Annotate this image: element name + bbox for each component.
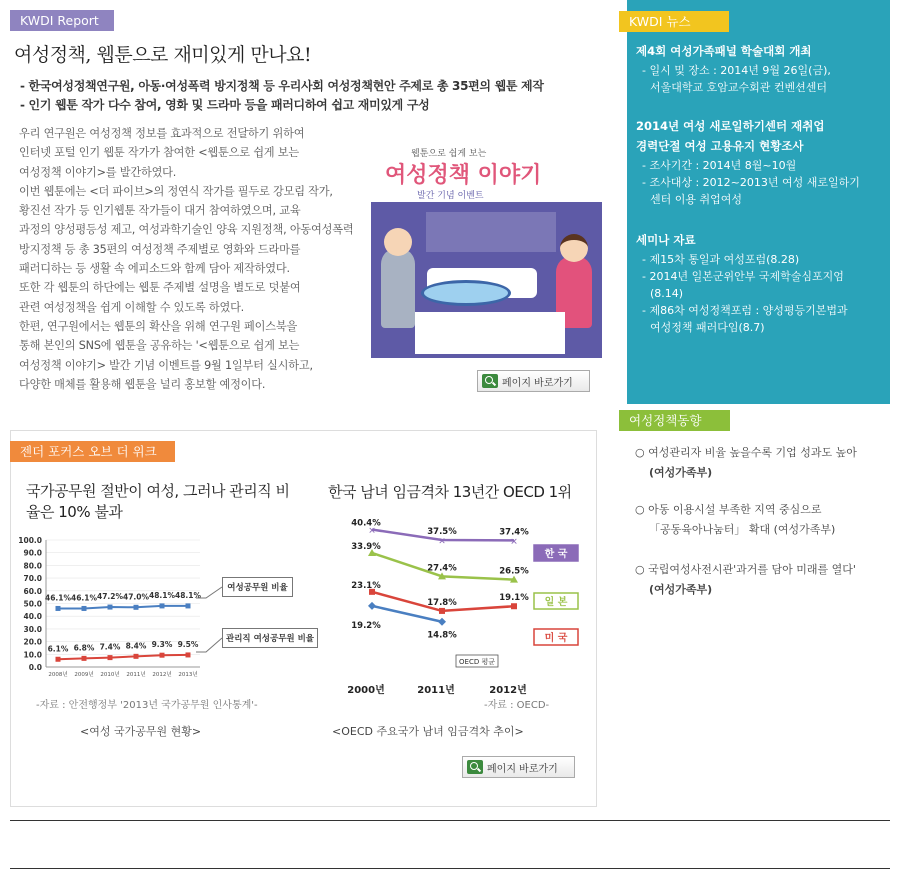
y-tick-label: 0.0 xyxy=(28,663,42,672)
trend-item-2-line2[interactable]: 「공동육아나눔터」 확대 (여성가족부) xyxy=(649,523,836,536)
data-point xyxy=(160,603,165,608)
oecd-tag-label: OECD 평균 xyxy=(459,658,495,666)
book-sub-text: 발간 기념 이벤트 xyxy=(417,191,484,201)
data-marker: ✕ xyxy=(368,526,376,537)
y-tick-label: 20.0 xyxy=(23,637,42,647)
y-tick-label: 80.0 xyxy=(23,561,42,571)
news-item-1-head[interactable]: 제4회 여성가족패널 학술대회 개최 xyxy=(636,44,812,58)
chart1-source: -자료 : 안전행정부 '2013년 국가공무원 인사통계'- xyxy=(36,700,258,711)
data-label: 40.4% xyxy=(351,518,381,529)
book-main-title: 여성정책 이야기 xyxy=(385,162,542,188)
data-label: 17.8% xyxy=(427,597,457,608)
chart1-title: 국가공무원 절반이 여성, 그러나 관리직 비율은 10% 불과 xyxy=(26,482,290,521)
trend-item-1-line1[interactable]: ○ 여성관리자 비율 높을수록 기업 성과도 높아 xyxy=(635,446,857,459)
data-label: 27.4% xyxy=(427,563,457,574)
article-line: 황진선 작가 등 인기웹툰 작가들이 대거 참여하였으며, 교육 xyxy=(19,204,301,218)
data-point xyxy=(134,654,139,659)
bullet-1: - 한국여성정책연구원, 아동·여성폭력 방지정책 등 우리사회 여성정책현안 주제로 총 35편의 웹툰 제작 xyxy=(20,79,544,93)
data-label: 9.5% xyxy=(177,639,199,649)
data-label: 46.1% xyxy=(70,593,98,603)
article-line: 인터넷 포털 인기 웹툰 작가가 참여한 <웹툰으로 쉽게 보는 xyxy=(19,146,299,160)
trend-item-3[interactable] xyxy=(635,560,856,600)
news-item-2-head2[interactable]: 경력단절 여성 고용유지 현황조사 xyxy=(636,139,804,153)
data-label: 47.2% xyxy=(96,592,124,602)
data-label: 7.4% xyxy=(99,642,121,652)
article-line: 관련 여성정책을 쉽게 이해할 수 있도록 하였다. xyxy=(19,300,245,314)
news-item-2[interactable] xyxy=(636,118,886,208)
article-body xyxy=(19,124,359,394)
chart2-svg xyxy=(328,510,598,695)
news-item-3[interactable] xyxy=(636,232,886,336)
news-item-3-head[interactable]: 세미나 자료 xyxy=(636,233,696,247)
data-marker: ✕ xyxy=(438,537,446,547)
page-link-button-1[interactable] xyxy=(477,370,590,392)
data-point xyxy=(160,653,165,658)
chart1-legend-women: 여성공무원 비율 xyxy=(222,577,293,597)
news-item-1[interactable] xyxy=(636,43,886,96)
trend-item-1[interactable] xyxy=(635,443,857,483)
article-line: 우리 연구원은 여성정책 정보를 효과적으로 전달하기 위하여 xyxy=(19,127,305,140)
data-label: 8.4% xyxy=(125,641,147,651)
news-item-3-line[interactable]: 여성정책 패러다임(8.7) xyxy=(650,321,765,334)
data-marker: ✕ xyxy=(510,537,518,548)
series-tag-label-2: 미 국 xyxy=(544,633,568,644)
news-item-3-line[interactable]: - 2014년 일본군위안부 국제학술심포지엄 xyxy=(642,270,844,283)
trend-item-1-line2[interactable]: (여성가족부) xyxy=(649,466,713,479)
data-point xyxy=(82,606,87,611)
series-tag-label-1: 일 본 xyxy=(544,597,568,608)
webtoon-book-cover xyxy=(371,140,602,358)
news-item-3-line[interactable]: - 제15차 통일과 여성포럼(8.28) xyxy=(642,253,800,266)
data-label: 48.1% xyxy=(174,590,202,600)
data-marker xyxy=(511,603,517,609)
chart1-caption: <여성 국가공무원 현황> xyxy=(80,725,202,738)
legend-connector xyxy=(196,638,222,652)
data-point xyxy=(108,605,113,610)
data-label: 23.1% xyxy=(351,580,381,591)
article-line: 통해 본인의 SNS에 웹툰을 공유하는 '<웹툰으로 쉽게 보는 xyxy=(19,339,300,353)
data-label: 6.1% xyxy=(47,644,69,654)
data-label: 9.3% xyxy=(151,640,173,650)
series-tag-label-0: 한 국 xyxy=(544,549,568,560)
book-top-text: 웹툰으로 쉽게 보는 xyxy=(411,149,487,159)
x-tick-label: 2011년 xyxy=(417,685,455,695)
y-tick-label: 90.0 xyxy=(23,548,42,558)
news-list xyxy=(636,43,886,336)
data-label: 37.5% xyxy=(427,527,457,537)
search-icon xyxy=(482,374,498,388)
y-tick-label: 100.0 xyxy=(18,536,42,545)
data-point xyxy=(186,603,191,608)
data-label: 48.1% xyxy=(148,590,176,600)
article-line: 다양한 매체를 활용해 웹툰을 널리 홍보할 예정이다. xyxy=(19,377,266,391)
series-line-0 xyxy=(58,606,188,609)
y-tick-label: 30.0 xyxy=(23,624,42,634)
article-line: 과정의 양성평등성 제고, 여성과학기술인 양육 지원정책, 아동여성폭력 xyxy=(19,223,354,237)
divider-bottom xyxy=(10,868,890,869)
trend-item-3-line1[interactable]: ○ 국립여성사전시관'과거를 담아 미래를 열다' xyxy=(635,563,856,576)
data-point xyxy=(186,652,191,657)
trend-item-2[interactable] xyxy=(635,500,835,540)
bullet-2: - 인기 웹툰 작가 다수 참여, 영화 및 드라마 등을 패러디하여 쉽고 재미있게 구성 xyxy=(20,98,430,112)
y-tick-label: 70.0 xyxy=(23,574,42,584)
trend-item-3-line2[interactable]: (여성가족부) xyxy=(649,583,713,596)
news-tag: KWDI 뉴스 xyxy=(619,11,729,32)
article-line: 한편, 연구원에서는 웹툰의 확산을 위해 연구원 페이스북을 xyxy=(19,319,298,333)
data-point xyxy=(56,657,61,662)
data-label: 6.8% xyxy=(73,643,95,653)
news-item-2-line: - 조사기간 : 2014년 8월~10월 xyxy=(642,159,797,172)
data-point xyxy=(134,605,139,610)
data-label: 37.4% xyxy=(499,527,529,538)
data-label: 26.5% xyxy=(499,566,529,577)
series-line-1 xyxy=(58,655,188,659)
x-tick-label: 2011년 xyxy=(126,672,146,678)
data-marker xyxy=(439,608,445,614)
report-tag: KWDI Report xyxy=(10,10,114,31)
data-label: 46.1% xyxy=(44,593,72,603)
x-tick-label: 2013년 xyxy=(178,672,198,678)
news-item-2-line: 센터 이용 취업여성 xyxy=(650,193,743,206)
data-marker xyxy=(438,618,446,626)
data-label: 19.1% xyxy=(499,593,529,604)
chart1-legend-managers: 관리직 여성공무원 비율 xyxy=(222,628,318,648)
data-label: 33.9% xyxy=(351,541,381,552)
y-tick-label: 40.0 xyxy=(23,612,42,622)
chart2-caption: <OECD 주요국가 남녀 임금격차 추이> xyxy=(332,725,524,738)
data-label: 14.8% xyxy=(427,630,457,641)
y-tick-label: 10.0 xyxy=(23,650,42,660)
divider-top xyxy=(10,820,890,821)
gender-focus-tag: 젠더 포커스 오브 더 위크 xyxy=(10,441,175,462)
news-item-3-line[interactable]: (8.14) xyxy=(650,287,684,300)
tub-illustration xyxy=(421,280,511,306)
article-line: 여성정책 이야기> 발간 기념 이벤트를 9월 1일부터 실시하고, xyxy=(19,358,313,372)
chart2-source: -자료 : OECD- xyxy=(484,700,550,711)
y-tick-label: 50.0 xyxy=(23,599,42,609)
data-point xyxy=(108,655,113,660)
news-item-2-line: - 조사대상 : 2012~2013년 여성 새로일하기 xyxy=(642,176,860,189)
news-item-3-line[interactable]: - 제86차 여성정책포럼 : 양성평등기본법과 xyxy=(642,304,848,317)
data-label: 47.0% xyxy=(122,592,150,602)
book-description-box xyxy=(415,312,565,354)
x-tick-label: 2009년 xyxy=(74,672,94,678)
article-line: 방지정책 등 총 35편의 여성정책 주제별로 영화와 드라마를 xyxy=(19,242,301,256)
article-line: 이번 웹툰에는 <더 파이브>의 정연식 작가를 필두로 강모림 작가, xyxy=(19,184,333,198)
x-tick-label: 2012년 xyxy=(152,672,172,678)
x-tick-label: 2008년 xyxy=(48,672,68,678)
page-link-label-2: 페이지 바로가기 xyxy=(487,763,558,775)
trend-item-2-line1[interactable]: ○ 아동 이용시설 부족한 지역 중심으로 xyxy=(635,503,822,516)
page-link-button-2[interactable] xyxy=(462,756,575,778)
data-marker xyxy=(368,602,376,610)
man-character xyxy=(381,248,415,328)
news-item-1-line: - 일시 및 장소 : 2014년 9월 26일(금), xyxy=(642,64,831,77)
data-label: 19.2% xyxy=(351,620,381,631)
news-item-1-line: 서울대학교 호암교수회관 컨벤션센터 xyxy=(650,81,828,94)
page-link-label: 페이지 바로가기 xyxy=(502,377,573,389)
x-tick-label: 2000년 xyxy=(347,685,385,695)
chart2-title: 한국 남녀 임금격차 13년간 OECD 1위 xyxy=(328,483,572,501)
y-tick-label: 60.0 xyxy=(23,586,42,596)
chart1-svg xyxy=(10,530,315,690)
article-line: 패러디하는 등 생활 속 에피소드와 함께 담아 제작하였다. xyxy=(19,262,290,276)
x-tick-label: 2012년 xyxy=(489,685,527,695)
data-point xyxy=(56,606,61,611)
x-tick-label: 2010년 xyxy=(100,672,120,678)
data-point xyxy=(82,656,87,661)
article-line: 여성정책 이야기>를 발간하였다. xyxy=(19,165,177,179)
headline: 여성정책, 웹툰으로 재미있게 만나요! xyxy=(14,44,312,66)
article-line: 또한 각 웹툰의 하단에는 웹툰 주제별 설명을 별도로 덧붙여 xyxy=(19,281,301,295)
news-item-2-head[interactable]: 2014년 여성 새로일하기센터 재취업 xyxy=(636,119,825,133)
trend-tag: 여성정책동향 xyxy=(619,410,730,431)
search-icon xyxy=(467,760,483,774)
